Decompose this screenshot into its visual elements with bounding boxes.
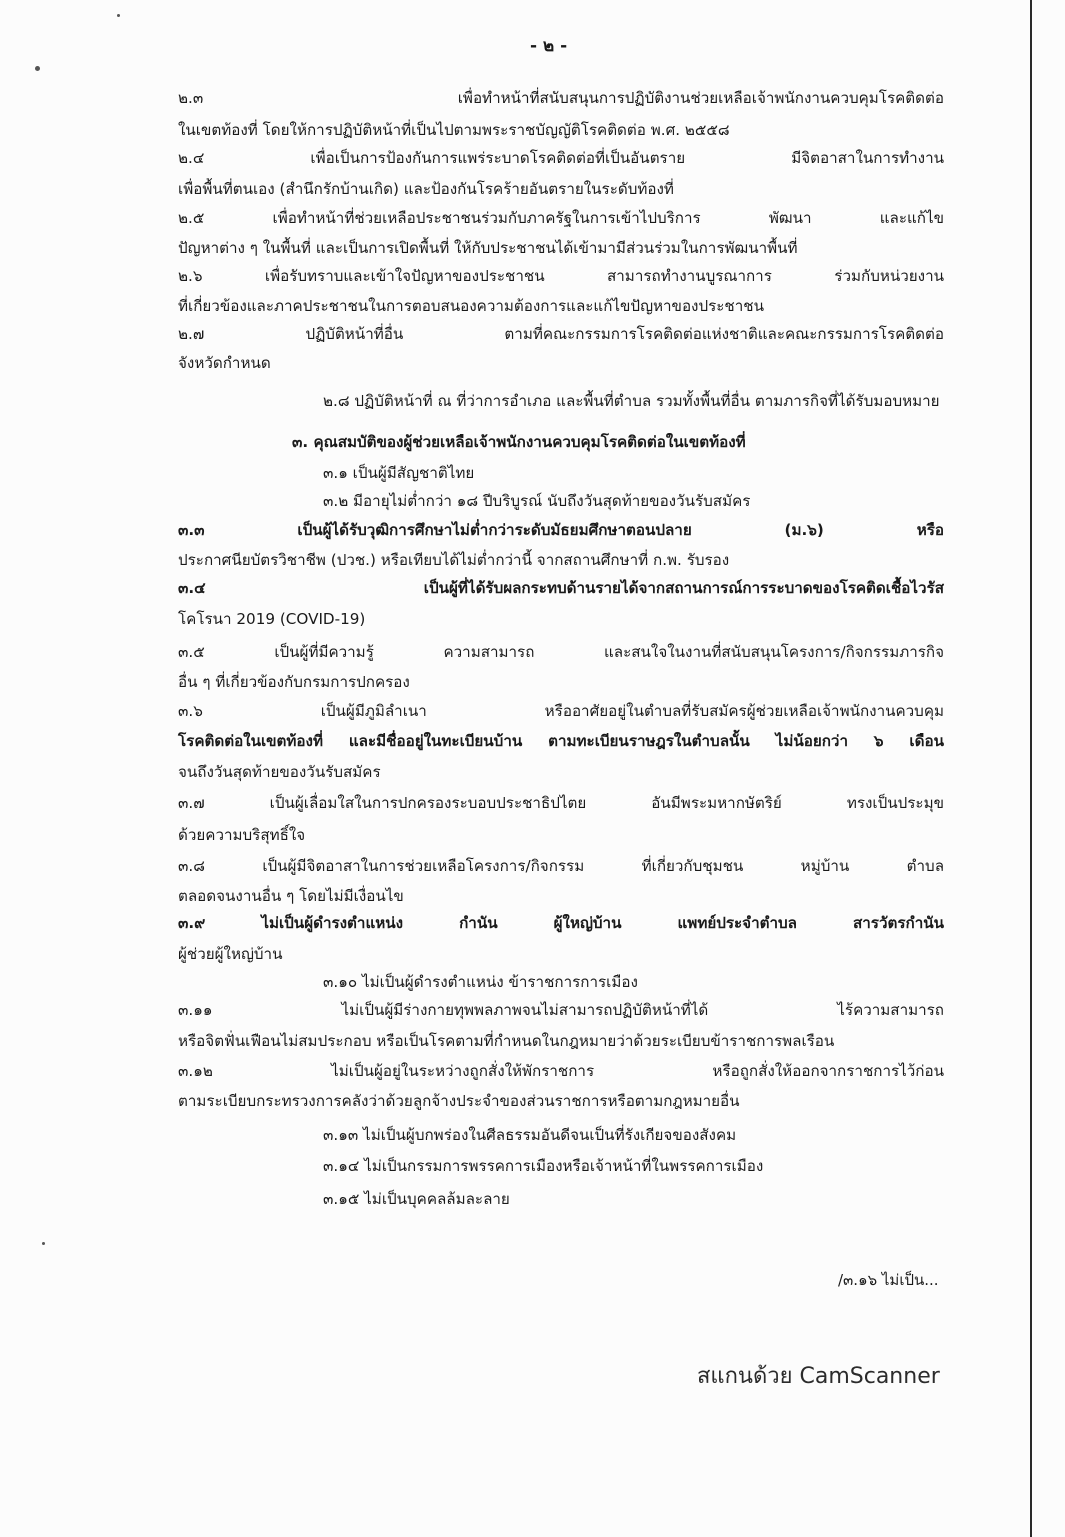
item-3-4-line1: ๓.๔ เป็นผู้ที่ได้รับผลกระทบด้านรายได้จากสถานการณ์การระบาดของโรคติดเชื้อไวรัส	[178, 579, 944, 597]
item-2-4-line2: เพื่อพื้นที่ตนเอง (สำนึกรักบ้านเกิด) และป้องกันโรคร้ายอันตรายในระดับท้องที่	[178, 180, 674, 198]
item-2-7-line1: ๒.๗ ปฏิบัติหน้าที่อื่น ตามที่คณะกรรมการโรคติดต่อแห่งชาติและคณะกรรมการโรคติดต่อ	[178, 325, 944, 343]
item-2-3-line1: ๒.๓ เพื่อทำหน้าที่สนับสนุนการปฏิบัติงานช่วยเหลือเจ้าพนักงานควบคุมโรคติดต่อ	[178, 89, 944, 107]
item-3-3-line1: ๓.๓ เป็นผู้ได้รับวุฒิการศึกษาไม่ต่ำกว่าระดับมัธยมศึกษาตอนปลาย (ม.๖) หรือ	[178, 521, 944, 539]
section-3-heading: ๓. คุณสมบัติของผู้ช่วยเหลือเจ้าพนักงานควบคุมโรคติดต่อในเขตท้องที่	[292, 433, 746, 451]
item-3-7-line1: ๓.๗ เป็นผู้เลื่อมใสในการปกครองระบอบประชาธิปไตย อันมีพระมหากษัตริย์ ทรงเป็นประมุข	[178, 794, 944, 812]
item-3-6-line1: ๓.๖ เป็นผู้มีภูมิลำเนา หรืออาศัยอยู่ในตำบลที่รับสมัครผู้ช่วยเหลือเจ้าพนักงานควบคุม	[178, 702, 944, 720]
item-2-5-line1: ๒.๕ เพื่อทำหน้าที่ช่วยเหลือประชาชนร่วมกับภาครัฐในการเข้าไปบริการ พัฒนา และแก้ไข	[178, 209, 944, 227]
item-2-8: ๒.๘ ปฏิบัติหน้าที่ ณ ที่ว่าการอำเภอ และพื้นที่ตำบล รวมทั้งพื้นที่อื่น ตามภารกิจที่ได้รับมอบหมาย	[323, 392, 940, 410]
item-3-9-line2: ผู้ช่วยผู้ใหญ่บ้าน	[178, 945, 283, 963]
item-2-5-line2: ปัญหาต่าง ๆ ในพื้นที่ และเป็นการเปิดพื้นที่ ให้กับประชาชนได้เข้ามามีส่วนร่วมในการพัฒนาพื้นที่	[178, 239, 798, 257]
scan-speck	[117, 14, 120, 17]
item-3-13: ๓.๑๓ ไม่เป็นผู้บกพร่องในศีลธรรมอันดีจนเป็นที่รังเกียจของสังคม	[323, 1126, 737, 1144]
item-3-11-line1: ๓.๑๑ ไม่เป็นผู้มีร่างกายทุพพลภาพจนไม่สามารถปฏิบัติหน้าที่ได้ ไร้ความสามารถ	[178, 1001, 944, 1019]
item-2-7-line2: จังหวัดกำหนด	[178, 354, 271, 372]
scan-edge-line	[1030, 0, 1032, 1537]
item-2-4-line1: ๒.๔ เพื่อเป็นการป้องกันการแพร่ระบาดโรคติดต่อที่เป็นอันตราย มีจิตอาสาในการทำงาน	[178, 149, 944, 167]
item-3-14: ๓.๑๔ ไม่เป็นกรรมการพรรคการเมืองหรือเจ้าหน้าที่ในพรรคการเมือง	[323, 1157, 764, 1175]
next-page-reference: /๓.๑๖ ไม่เป็น...	[838, 1271, 939, 1289]
page-number: - ๒ -	[530, 36, 568, 56]
item-3-3-line2: ประกาศนียบัตรวิชาชีพ (ปวช.) หรือเทียบได้ไม่ต่ำกว่านี้ จากสถานศึกษาที่ ก.พ. รับรอง	[178, 551, 730, 569]
item-2-6-line1: ๒.๖ เพื่อรับทราบและเข้าใจปัญหาของประชาชน สามารถทำงานบูรณาการ ร่วมกับหน่วยงาน	[178, 267, 944, 285]
item-3-5-line1: ๓.๕ เป็นผู้ที่มีความรู้ ความสามารถ และสนใจในงานที่สนับสนุนโครงการ/กิจกรรมภารกิจ	[178, 643, 944, 661]
item-3-8-line2: ตลอดจนงานอื่น ๆ โดยไม่มีเงื่อนไข	[178, 887, 404, 905]
item-3-5-line2: อื่น ๆ ที่เกี่ยวข้องกับกรมการปกครอง	[178, 673, 410, 691]
item-3-11-line2: หรือจิตฟั่นเฟือนไม่สมประกอบ หรือเป็นโรคตามที่กำหนดในกฎหมายว่าด้วยระเบียบข้าราชการพลเรือน	[178, 1032, 835, 1050]
item-3-9-line1: ๓.๙ ไม่เป็นผู้ดำรงตำแหน่ง กำนัน ผู้ใหญ่บ้าน แพทย์ประจำตำบล สารวัตรกำนัน	[178, 914, 944, 932]
item-3-6-line3: จนถึงวันสุดท้ายของวันรับสมัคร	[178, 763, 381, 781]
item-3-10: ๓.๑๐ ไม่เป็นผู้ดำรงตำแหน่ง ข้าราชการการเมือง	[323, 973, 638, 991]
item-3-7-line2: ด้วยความบริสุทธิ์ใจ	[178, 826, 306, 844]
item-3-12-line2: ตามระเบียบกระทรวงการคลังว่าด้วยลูกจ้างประจำของส่วนราชการหรือตามกฎหมายอื่น	[178, 1092, 740, 1110]
item-3-1: ๓.๑ เป็นผู้มีสัญชาติไทย	[323, 464, 475, 482]
item-3-8-line1: ๓.๘ เป็นผู้มีจิตอาสาในการช่วยเหลือโครงการ/กิจกรรม ที่เกี่ยวกับชุมชน หมู่บ้าน ตำบล	[178, 857, 944, 875]
camscanner-stamp: สแกนด้วย CamScanner	[697, 1364, 940, 1389]
item-3-4-line2: โคโรนา 2019 (COVID-19)	[178, 610, 366, 628]
item-3-6-line2: โรคติดต่อในเขตท้องที่ และมีชื่ออยู่ในทะเบียนบ้าน ตามทะเบียนราษฎรในตำบลนั้น ไม่น้อยกว่า ๖ เดือน	[178, 732, 944, 750]
item-2-3-line2: ในเขตท้องที่ โดยให้การปฏิบัติหน้าที่เป็นไปตามพระราชบัญญัติโรคติดต่อ พ.ศ. ๒๕๕๘	[178, 121, 730, 139]
item-3-15: ๓.๑๕ ไม่เป็นบุคคลล้มละลาย	[323, 1190, 510, 1208]
scan-speck	[42, 1242, 45, 1245]
item-2-6-line2: ที่เกี่ยวข้องและภาคประชาชนในการตอบสนองความต้องการและแก้ไขปัญหาของประชาชน	[178, 297, 764, 315]
item-3-12-line1: ๓.๑๒ ไม่เป็นผู้อยู่ในระหว่างถูกสั่งให้พักราชการ หรือถูกสั่งให้ออกจากราชการไว้ก่อน	[178, 1062, 944, 1080]
item-3-2: ๓.๒ มีอายุไม่ต่ำกว่า ๑๘ ปีบริบูรณ์ นับถึงวันสุดท้ายของวันรับสมัคร	[323, 492, 751, 510]
scan-speck	[35, 66, 40, 71]
